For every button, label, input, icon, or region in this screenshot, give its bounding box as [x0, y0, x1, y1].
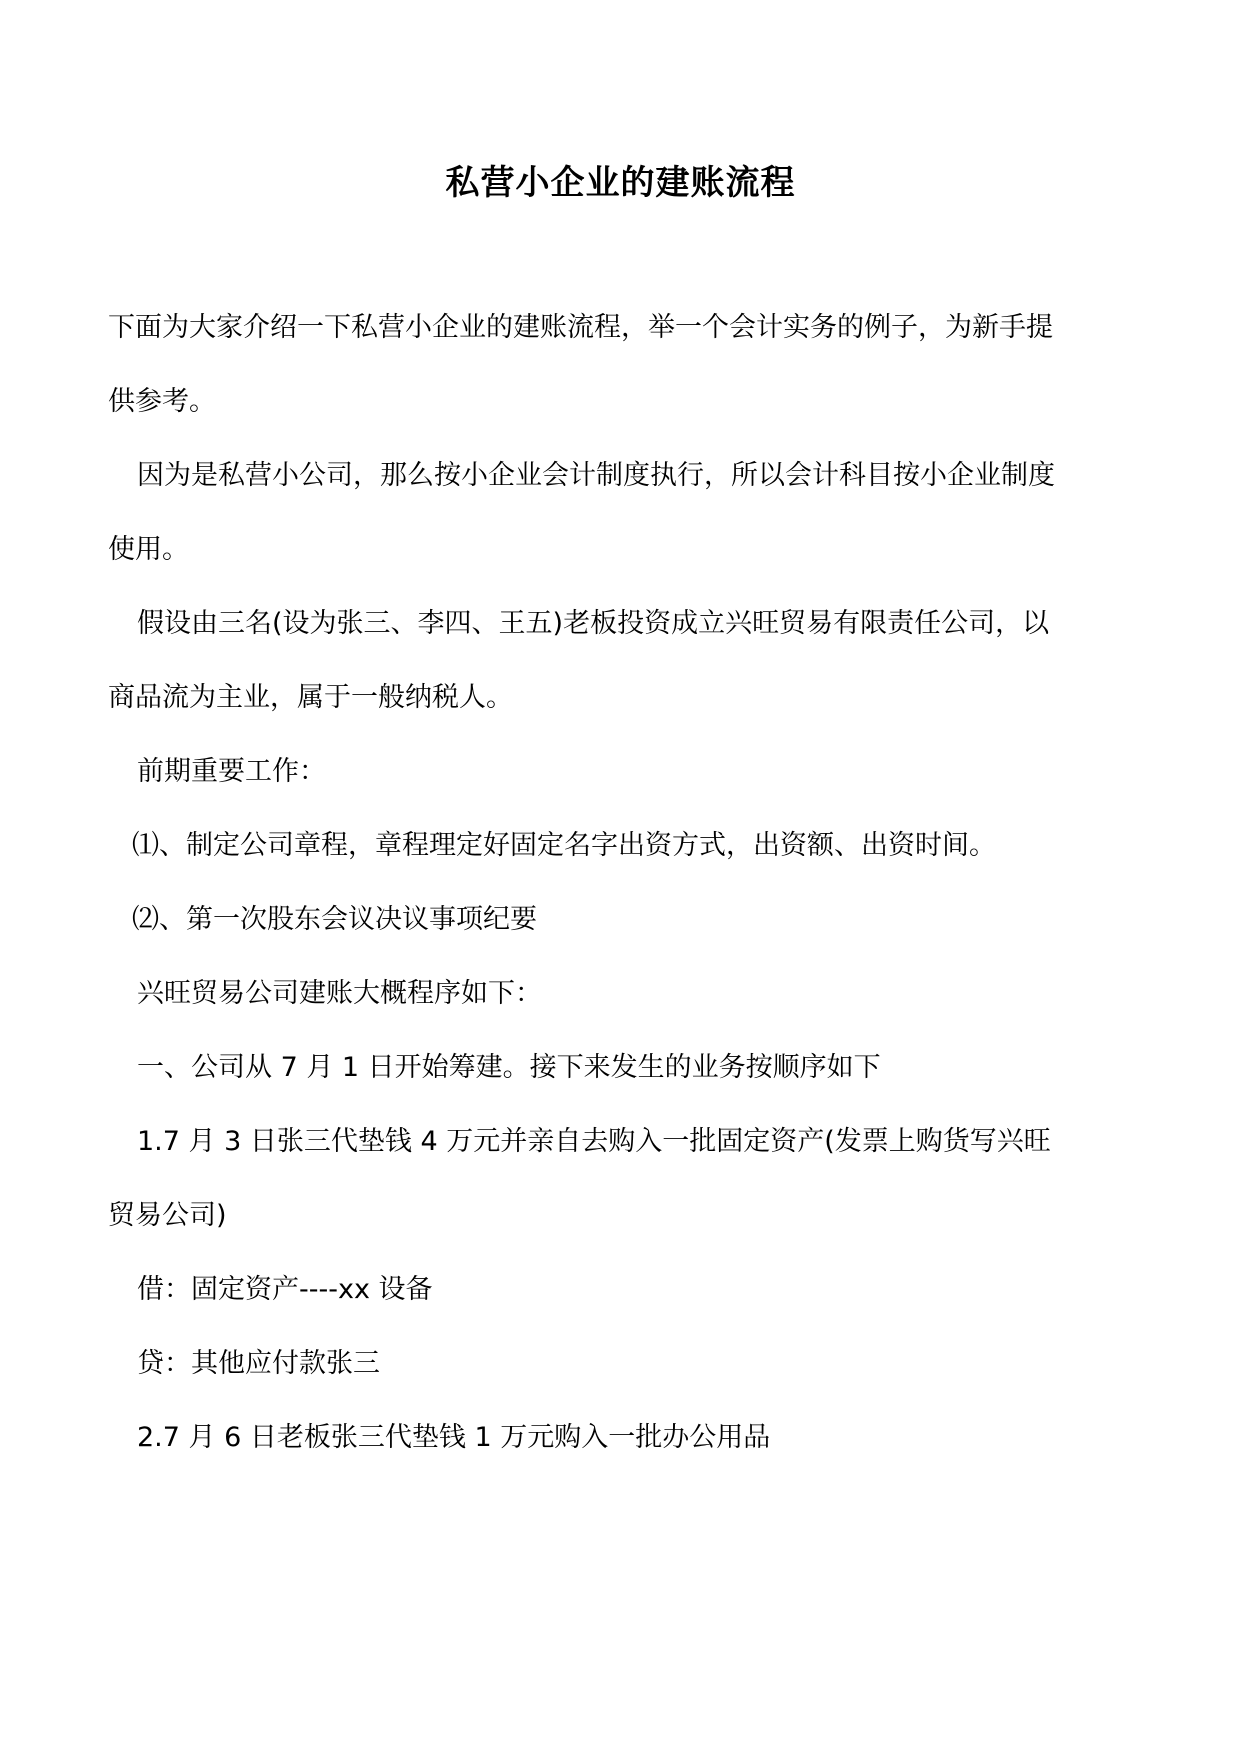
paragraph-line: 假设由三名(设为张三、李四、王五)老板投资成立兴旺贸易有限责任公司，以: [137, 608, 1050, 639]
paragraph-line: 2.7 月 6 日老板张三代垫钱 1 万元购入一批办公用品: [137, 1422, 771, 1453]
list-item: ⑴、制定公司章程，章程理定好固定名字出资方式，出资额、出资时间。: [132, 830, 996, 861]
paragraph-line: 兴旺贸易公司建账大概程序如下：: [137, 978, 542, 1009]
list-item: ⑵、第一次股东会议决议事项纪要: [132, 904, 537, 935]
journal-entry-credit: 贷：其他应付款张三: [137, 1348, 380, 1379]
paragraph-line: 供参考。: [108, 386, 216, 417]
paragraph-line: 下面为大家介绍一下私营小企业的建账流程，举一个会计实务的例子，为新手提: [108, 312, 1053, 343]
paragraph-line: 使用。: [108, 534, 189, 565]
paragraph-line: 1.7 月 3 日张三代垫钱 4 万元并亲自去购入一批固定资产(发票上购货写兴旺: [137, 1126, 1051, 1157]
document-title: 私营小企业的建账流程: [445, 163, 796, 203]
paragraph-line: 前期重要工作：: [137, 756, 326, 787]
paragraph-line: 商品流为主业，属于一般纳税人。: [108, 682, 513, 713]
section-heading: 一、公司从 7 月 1 日开始筹建。接下来发生的业务按顺序如下: [137, 1052, 881, 1083]
paragraph-line: 因为是私营小公司，那么按小企业会计制度执行，所以会计科目按小企业制度: [137, 460, 1055, 491]
journal-entry-debit: 借：固定资产----xx 设备: [137, 1274, 433, 1305]
paragraph-line: 贸易公司): [108, 1200, 227, 1231]
